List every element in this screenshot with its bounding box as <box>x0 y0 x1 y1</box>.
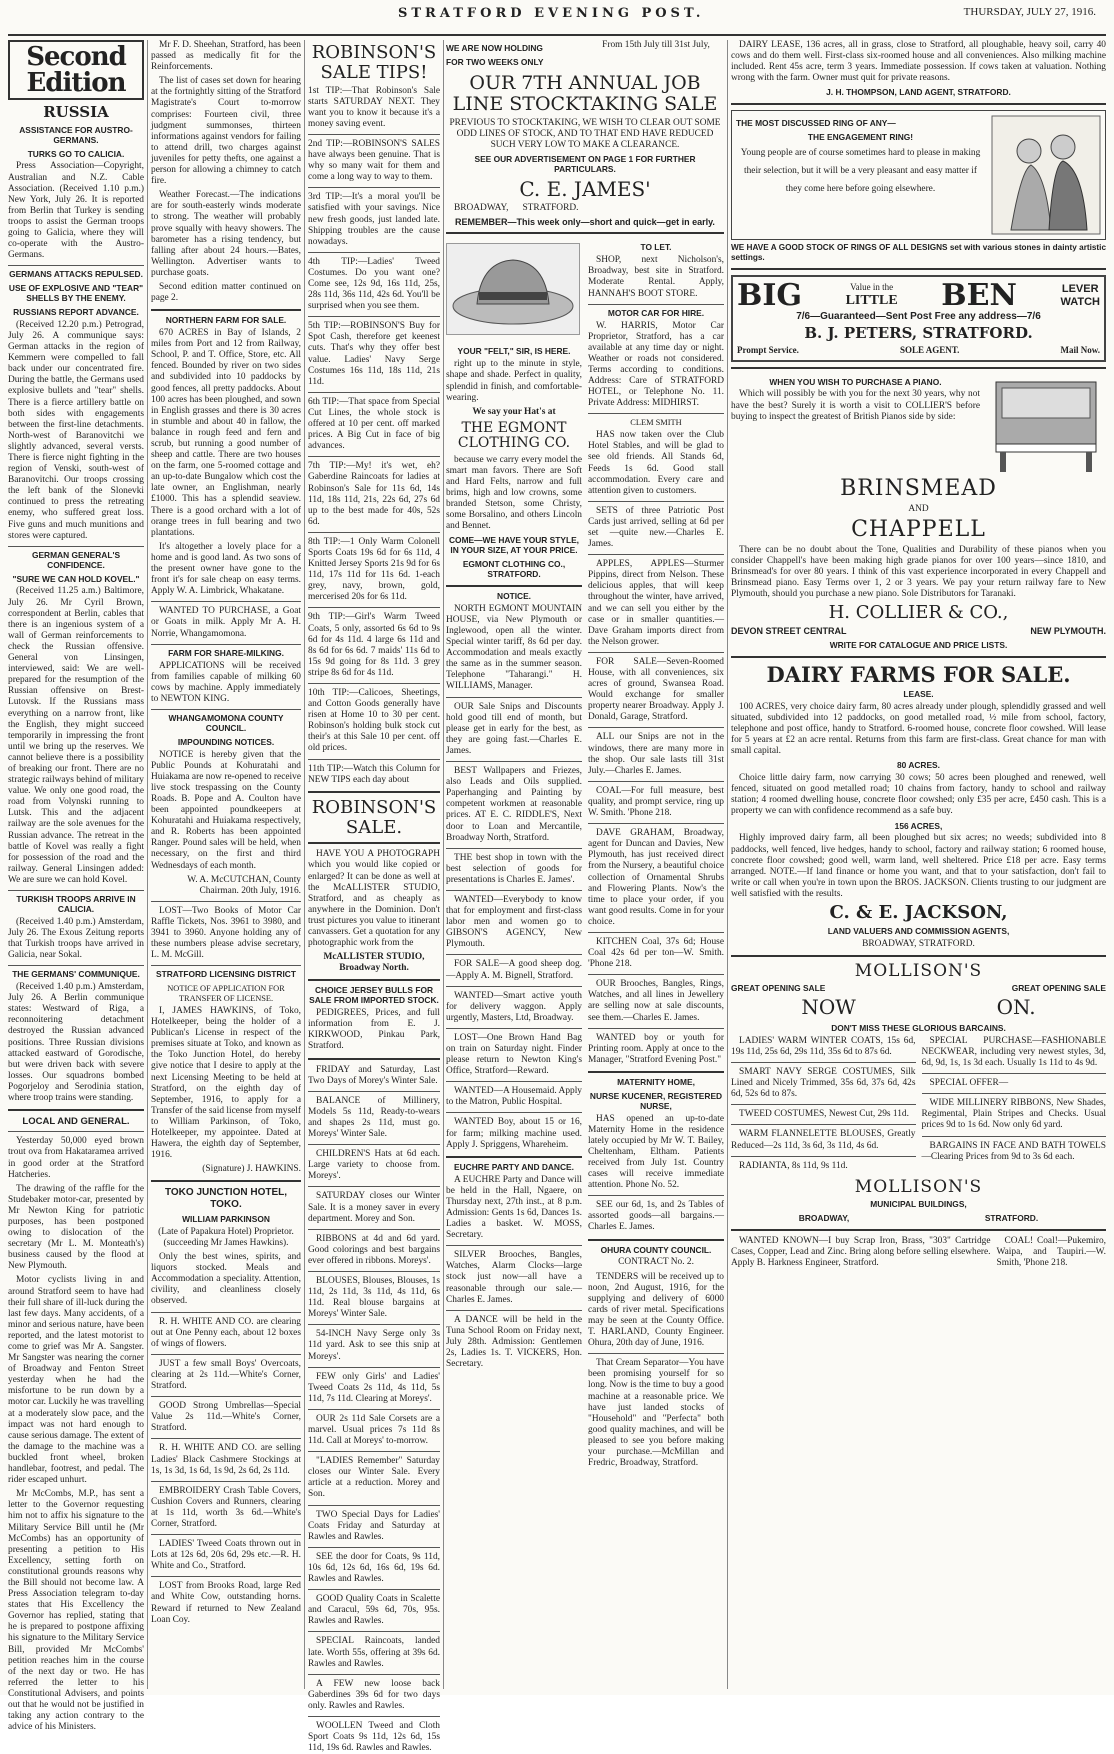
ad-text: R. H. WHITE AND CO. are clearing out at One Penny each, about 12 boxes of wings of flowers. <box>151 1316 301 1349</box>
ad-heading: GREAT OPENING SALE <box>1011 983 1106 994</box>
ad-text: (Late of Papakura Hotel) Proprietor. (succeeding Mr James Hawkins). <box>158 1226 294 1248</box>
classified-ad: SATURDAY closes our Winter Sale. It is a money saver in every department. Morey and Son. <box>308 1191 440 1224</box>
ad-text: NEW PLYMOUTH. <box>1030 626 1106 637</box>
ad-heading: WILLIAM PARKINSON <box>182 1214 270 1224</box>
ad-text: Prompt Service. <box>737 344 799 355</box>
article-text: The drawing of the raffle for the Studebaker motor-car, presented by Mr Newton King for patriotic purposes, has been postponed owing to dislocation of the secretary (Mr L. M. Monteath's) business caused by the flood at New Plymouth. <box>8 1183 144 1272</box>
ad-text: Mail Now. <box>1060 344 1100 355</box>
ad-heading: LAND VALUERS AND COMMISSION AGENTS, <box>827 925 1010 936</box>
sale-tip: 1st TIP:—That Robinson's Sale starts SATURDAY NEXT. They want you to know it because it's a money saving event. <box>308 85 440 129</box>
ad-text: SEE our 6d, 1s, and 2s Tables of assorted goods—all bargains.—Charles E. James. <box>588 1200 724 1233</box>
ad-text: W. HARRIS, Motor Car Proprietor, Stratford, has a car available at any time day or night. Weather or roads not considered. Terms according to conditions. Address: Care of STRATFORD HOTEL, or Telephone No. 11. Private Address: MIDHIRST. <box>588 320 724 409</box>
ad-heading: EGMONT CLOTHING CO., STRATFORD. <box>462 559 566 580</box>
ring-ad <box>731 110 1106 240</box>
ad-heading: MUNICIPAL BUILDINGS, <box>870 1199 967 1210</box>
classified-ad: LOST—One Brown Hand Bag on train on Saturday night. Finder please return to Newton King's Office, Stratford—Reward. <box>446 1032 582 1077</box>
ad-heading: WRITE FOR CATALOGUE AND PRICE LISTS. <box>829 639 1008 650</box>
ad-heading: OHURA COUNTY COUNCIL. <box>600 1244 712 1255</box>
headline: ASSISTANCE FOR AUSTRO-GERMANS. <box>19 124 133 145</box>
classified-ad: SETS of three Patriotic Post Cards just arrived, selling at 6d per set —quite new.—Charles E. James. <box>588 505 724 550</box>
classified-ad: BEST Wallpapers and Friezes, also Leads and Oils supplied. Paperhanging and Painting by competent workmen at reasonable prices. AT E. C. RIDDLE'S, Next door to Loan and Mercantile, Broadway North, Stratford. <box>446 766 582 843</box>
classified-ad: DAVE GRAHAM, Broadway, agent for Duncan and Davies, New Plymouth, has just received direct from the Nursery, a beautiful choice collection of Ornamental Shrubs and Flowering Plants. Now's the time to place your order, if you want good results. Come in for your choice. <box>588 828 724 927</box>
ad-heading: STRATFORD. <box>984 1213 1039 1224</box>
ad-text: PEDIGREES, Prices, and full information from E. J. KIRKWOOD, Pinkau Park, Stratford. <box>308 1008 440 1052</box>
article-text: (Received 12.20 p.m.) Petrograd, July 26. A communique says: German attacks in the region of Kemmern were compelled to fall back under our concentrated fire. During the battle, the Germans used explosive bullets and "tear" shells. There is a fierce artillery battle on both sides with engagements between the first-line detachments. North-west of Baranovitchi we slightly advanced, several versts. There is fierce night fighting in the region of Venski, south-west of Baranovitchi. Our troops crossing the left bank of the Slonevki continued to press the retreating enemy, who suffered great loss. Five guns and much munitions and stores were captured. <box>8 319 144 541</box>
ad-text: because we carry every model the smart man favors. There are Soft and Hard Felts, narrow and full brims, high and low crowns, some branded Stetson, some Christy, some Borsalino, and others Lincoln and Bennet. <box>446 454 582 532</box>
article-text: (Received 11.25 a.m.) Baltimore, July 26. Mr Cyril Brown, correspondent at Berlin, cables that there is an ingenious system of a wall of German reinforcements to check the Russian offensive. General von Linsingen, interviewed, said: We are well-prepared for the resumption of the Russian offensive on Brest-Lutovsk. If the Russians mass everything on a narrow front, like the English, they might succeed temporarily in impressing the front until we bring up the reserves. We cannot believe there is a possibility of breaking our front. There are no strategic railways behind of military value. We only one good road, the road from Volynski running to Lutsk. This and the adjacent railway are the sole avenues for the Russian advance. The retreat in the battle of Kovel was really a fight for possession of the road and the railway. General Linsingen added: We are sure we can hold Kovel. <box>8 586 144 885</box>
classified-ad: OUR Brooches, Bangles, Rings, Watches, and all lines in Jewellery are selling now at sale discounts, see them.—Charles E. James. <box>588 979 724 1023</box>
ad-heading: YOUR "FELT," SIR, IS HERE. <box>457 346 571 357</box>
ad-text: LOST—Two Books of Motor Car Raffle Tickets, Nos. 3961 to 3980, and 3941 to 3960. Anyone holding any of these numbers please advise secretary, L. M. McGill. <box>151 905 301 961</box>
ad-heading: J. H. THOMPSON, LAND AGENT, STRATFORD. <box>826 87 1011 98</box>
classified-ad: GOOD Quality Coats in Scalette and Caracul, 59s 6d, 70s, 95s. Rawles and Rawles. <box>308 1594 440 1627</box>
classified-ad: CHILDREN'S Hats at 6d each. Large variety to choose from. Moreys'. <box>308 1149 440 1182</box>
classified-ad: WANTED Boy, about 15 or 16, for farm; milking machine used. Apply J. Spriggens, Whareheim. <box>446 1117 582 1150</box>
ad-heading: NOTICE. <box>497 590 531 601</box>
ad-text: BROADWAY, STRATFORD. <box>862 938 975 949</box>
sale-tip: 10th TIP:—Calicoes, Sheetings, and Cotton Goods generally have risen at Home 10 to 30 per cent. Robinson's holding bulk stock cut their's at this Sale 10 per cent. off old prices. <box>308 688 440 754</box>
ad-text: Choice little dairy farm, now carrying 30 cows; 50 acres been ploughed and renewed, well fenced, situated on good metalled road; 10 chains from factory, handy to school and railway station; 4 roomed dwelling house, concrete floor cowshed; only £35 per acre, £450 cash. This is a property we can with confidence recommend as a safe buy. <box>731 773 1106 817</box>
article-text: Press Association—Copyright, Australian and N.Z. Cable Association. (Received 1.10 p.m.) New York, July 26. It is reported from Berlin that Turkey is sending troops to assist the German troops going to Galicia, where they will co-operate with the Austro-Germans. <box>8 161 144 261</box>
mollison-list-right <box>922 1036 1107 1175</box>
sale-tip: 6th TIP:—That space from Special Cut Lines, the whole stock is offered at 10 per cent. off marked prices. A Big Cut in face of big advances. <box>308 396 440 452</box>
ad-text: SHOP, next Nicholson's, Broadway, best site in Stratford. Moderate Rental. Apply, HANNAH'S BOOT STORE. <box>588 255 724 299</box>
ad-title: ROBINSON'S SALE. <box>311 796 437 838</box>
sale-item: RADIANTA, 8s 11d, 9s 11d. <box>739 1160 848 1171</box>
ad-heading: THE ENGAGEMENT RING! <box>807 132 914 143</box>
ad-text: HAS now taken over the Club Hotel Stables, and will be glad to see old friends. All Stands 6d, Feeds 1s 6d. Good stall accommodation. Every care and attention given to customers. <box>588 430 724 496</box>
ad-heading: CHOICE JERSEY BULLS FOR SALE FROM IMPORTED STOCK. <box>309 985 439 1006</box>
classified-ad: A FEW new loose back Gaberdines 39s 6d for two days only. Rawles and Rawles. <box>308 1678 440 1711</box>
article-text: Mr F. D. Sheehan, Stratford, has been passed as medically fit for the Reinforcements. <box>151 40 301 73</box>
ad-title: BEN <box>941 277 1017 313</box>
sale-tip: 2nd TIP:—ROBINSON'S SALES have always been genuine. That is why so many wait for them and come a long way to way to them. <box>308 138 440 183</box>
ad-text: There can be no doubt about the Tone, Qualities and Durability of these pianos when you consider Chappell's have been making high grade pianos for over 100 years—since 1810, and Brinsmead's for over 80 years. I think of this vast experience incorporated in every Chappell and Brinsmead piano. Easy Terms over 1, 2 or 3 years. We pay your return railway fare to New Plymouth, should you purchase a new piano. Sole Distributors for Taranaki. <box>731 545 1106 600</box>
ad-text: WANTED TO PURCHASE, a Goat or Goats in milk. Apply Mr A. H. Norrie, Whangamomona. <box>151 606 301 639</box>
ad-text: JUST a few small Boys' Overcoats, clearing at 2s 11d.—White's Corner, Stratford. <box>151 1358 301 1392</box>
ad-title: H. COLLIER & CO., <box>828 602 1009 624</box>
headline: "SURE WE CAN HOLD KOVEL." <box>12 573 140 584</box>
ad-heading: WE ARE NOW HOLDING <box>446 43 543 53</box>
classified-ad: THE best shop in town with the best selection of goods for presentations is Charles E. James'. <box>446 852 582 885</box>
article-text: Mr McCombs, M.P., has sent a letter to the Governor requesting him not to affix his signature to the Military Service Bill until he (Mr McCombs) has an opportunity of presenting a petition to His Excellency, setting forth on constitutional grounds reasons why the Bill should not become law. A Press Association telegram to-day states that His Excellency the Governor has replied, stating that he is prepared to postpone affixing his signature to the Military Service Bill, provided Mr McCombs' petition reaches him in the course of the next day or two. He has referred the letter to his Constitutional Advisers, and points out that he would not be justified in taking any action contrary to the advice of his Ministers. <box>8 1489 144 1733</box>
column-ads-right <box>731 40 1106 1689</box>
classified-ad: SEE the door for Coats, 9s 11d, 10s 6d, 12s 6d, 16s 6d, 19s 6d. Rawles and Rawles. <box>308 1551 440 1585</box>
sale-tip: 5th TIP:—ROBINSON'S Buy for Spot Cash, therefore get keenest cuts. That's why they offer best value. Ladies' Navy Serge Costumes 16s 11d, 18s 11d, 21s 11d. <box>308 321 440 387</box>
sale-item: SPECIAL PURCHASE—FASHIONABLE NECKWEAR, including very newest styles, 3d, 6d, 9d, 1s, 1s 3d each. Usually 1s 11d to 4s 9d. <box>921 1035 1106 1069</box>
column-divider <box>727 40 728 1689</box>
sale-item: BARGAINS IN FACE AND BATH TOWELS—Clearing Prices from 9d to 3s 6d each. <box>921 1140 1106 1162</box>
sale-item: TWEED COSTUMES, Newest Cut, 29s 11d. <box>739 1109 909 1120</box>
ad-text: A DANCE will be held in the Tuna School Room on Friday next, July 28th. Admission: Gentlemen 2s, Ladies 1s. T. VICKERS, Hon. Secretary. <box>446 1314 582 1370</box>
sale-item: SPECIAL OFFER— <box>929 1078 1009 1089</box>
sale-item: SMART NAVY SERGE COSTUMES, Silk Lined and Nicely Trimmed, 35s 6d, 37s 6d, 42s 6d, 52s 6d to 87s. <box>731 1067 916 1100</box>
ad-text: right up to the minute in style, shape and shade. Perfect in quality, splendid in finish, and comfortable-wearing. <box>446 359 582 403</box>
column-divider <box>443 40 444 1689</box>
sale-item: WIDE MILLINERY RIBBONS, New Shades, Regimental, Plain Stripes and Checks. Usual prices 9d to 1s 6d. Now only 6d yard. <box>921 1098 1106 1131</box>
couple-illustration-icon <box>991 115 1101 235</box>
classified-list <box>308 1065 440 1754</box>
ad-title: C. E. JAMES' <box>519 176 651 201</box>
ad-title: BIG <box>737 277 803 313</box>
classified-ad: KITCHEN Coal, 37s 6d; House Coal 42s 6d per ton—W. Smith. 'Phone 218. <box>588 936 724 970</box>
sale-tip: 3rd TIP:—It's a moral you'll be satisfied with your savings. Nice new fresh goods, just landed late. Shipping troubles are the cause nowadays. <box>308 192 440 247</box>
ad-text: 670 ACRES in Bay of Islands, 2 miles from Port and 12 from Railway, School, P. and T. Office, Store, etc. All fenced. Bounded by river on two sides and subdivided into 10 paddocks by good fences, all pretty paddocks. About 100 acres has been ploughed, and sown in English grasses and there is 30 acres in stumble and about 40 in fallow, the balance in rough feed and fern and scrub, but running a good number of sheep and cattle. There are two houses on the farm, one 5-roomed cottage and an up-to-date Bungalow which cost the late owner, an Englishman, nearly £1000. This has a splendid seaview. There is a good orchard with a lot of orange trees in full bearing and two plantations. <box>151 328 301 538</box>
ad-text: LEVER <box>1061 282 1099 295</box>
ad-title-dairy-farms: DAIRY FARMS FOR SALE. <box>766 661 1071 687</box>
mollison-list-left <box>731 1036 916 1175</box>
ad-text: EMBROIDERY Crash Table Covers, Cushion Covers and Runners, clearing at 1s 11d, worth 3s 6d.—White's Corner, Stratford. <box>151 1485 301 1529</box>
ad-text: COAL! Coal!—Pukemiro, Waipa, and Taupiri.—W. Smith, 'Phone 218. <box>996 1236 1106 1269</box>
classified-ad: OUR Sale Snips and Discounts hold good till end of month, but please get in early for the best, as they are going fast.—Charles E. James. <box>446 701 582 756</box>
sale-item: LADIES' WARM WINTER COATS, 15s 6d, 19s 11d, 25s 6d, 29s 11d, 35s 6d to 87s 6d. <box>731 1035 916 1057</box>
ad-text: NOTICE is hereby given that the Public Pounds at Kohuratahi and Huiakama are now re-opened to receive live stock trespassing on the County Roads. B. Pope and A. Coulton have been appointed poundkeepers at Kohuratahi and Huiakama respectively, and R. Roberts has been appointed Ranger. Pound sales will be held, when necessary, on the first and third Wednesdays of each month. <box>151 749 301 871</box>
ad-text: PREVIOUS TO STOCKTAKING, WE WISH TO CLEAR OUT SOME ODD LINES OF STOCK, AND TO THAT END HAVE REDUCED SUCH VERY LOW TO MAKE A CLEARANCE. <box>449 117 721 150</box>
masthead-rule <box>8 34 1106 36</box>
masthead <box>130 6 1100 32</box>
sale-tip: 7th TIP:—My! it's wet, eh? Gaberdine Raincoats for ladies at Robinson's Sale for 11s 6d, 14s 11d, 18s 11d, 21s, 22s 6d, 27s 6d up to the best made for 40s, 52s 6d. <box>308 461 440 527</box>
ad-text: I, JAMES HAWKINS, of Toko, Hotelkeeper, being the holder of a Publican's License in respect of the premises situate at Toko, and known as the Toko Junction Hotel, do hereby give notice that I desire to apply at the next Licensing Meeting to be held at Stratford, on the eighth day of September, 1916, to apply for a Transfer of the said license from myself to William Parkinson, of Toko, Hotelkeeper, my appointee. Dated at Hawera, the eighth day of September, 1916. <box>151 1006 301 1161</box>
ad-title: MOLLISON'S <box>854 1176 983 1197</box>
headline: GERMAN GENERAL'S CONFIDENCE. <box>31 549 121 570</box>
ad-text: STRATFORD. <box>522 202 579 213</box>
ad-heading: THE MOST DISCUSSED RING OF ANY— <box>736 118 896 129</box>
ad-text: DEVON STREET CENTRAL <box>731 626 847 637</box>
classified-ad: FRIDAY and Saturday, Last Two Days of Morey's Winter Sale. <box>308 1064 440 1086</box>
ad-text: A EUCHRE Party and Dance will be held in the Hall, Ngaere, on Thursday next, 27th inst., at 8 p.m. Admission: Gents 1s 6d, Dances 1s. Ladies a basket. W. MOSS, Secretary. <box>446 1174 582 1241</box>
ad-text: Value in the <box>850 282 894 293</box>
classified-ad: RIBBONS at 4d and 6d yard. Good colorings and best bargains ever offered in ribbons. Moreys'. <box>308 1233 440 1266</box>
ad-text: McALLISTER STUDIO, Broadway North. <box>323 952 425 974</box>
classified-list <box>588 506 724 1066</box>
ad-title: ON. <box>996 995 1036 1020</box>
ad-text: WATCH <box>1060 295 1100 308</box>
article-text: Second edition matter continued on page 2. <box>151 281 301 304</box>
classified-ad: WANTED—Smart active youth for delivery waggon. Apply urgently, Masters, Ltd, Broadway. <box>446 990 582 1023</box>
felt-hat-icon <box>446 243 580 335</box>
ad-text: That Cream Separator—You have been promising yourself for so long. Now is the time to buy a good machine at a reasonable price. We have just landed stocks of "Household" and "Perfecta" both good quality machines, and will be pleased to see you before making your purchase.—McMillan and Fredric, Broadway, Stratford. <box>588 1358 724 1469</box>
ad-heading: MOTOR CAR FOR HIRE. <box>607 307 705 318</box>
ad-heading: FOR TWO WEEKS ONLY <box>446 56 544 67</box>
classified-ad: WANTED—Everybody to know that for employment and first-class labor men and women go to GIBSON'S AGENCY, New Plymouth. <box>446 894 582 950</box>
headline: RUSSIANS REPORT ADVANCE. <box>13 306 139 317</box>
ad-text: GOOD Strong Umbrellas—Special Value 2s 11d.—White's Corner, Stratford. <box>151 1401 301 1434</box>
sale-tip: 4th TIP:—Ladies' Tweed Costumes. Do you want one? Come see, 12s 9d, 16s 11d, 25s, 28s 11d, 36s 11d, 42s 6d. You'll be surprised when you see them. <box>308 256 440 312</box>
classified-ad: FOR SALE—Seven-Roomed House, with all conveniences, six acres of ground, Swansea Road. Would exchange for smaller property nearer Broadway. Apply J. Donald, Garage, Stratford. <box>588 656 724 723</box>
classified-ad: 54-INCH Navy Serge only 3s 11d yard. Ask to see this snip at Moreys'. <box>308 1329 440 1362</box>
ad-text: From 15th July till 31st July, <box>602 40 710 50</box>
ad-title: BRINSMEAD <box>840 475 997 501</box>
column-news <box>8 40 144 1733</box>
classified-ad: FOR SALE—A good sheep dog.—Apply A. M. Bignell, Stratford. <box>446 959 582 981</box>
ad-text: Highly improved dairy farm, all been ploughed but six acres; no weeds; subdivided into 8 paddocks, well fenced, live hedges, handy to school, factory and railway station; 6 roomed house, concrete floor cowshed; good well, warm land, well sheltered. Price £18 per acre. Easy terms arranged. NOTE.—If land finance or home you want, and that to your satisfaction, don't fail to write or call when you're in town upon the BROS. JACKSON. Clients trusting to our judgment are well satisfied with the results. <box>731 833 1106 899</box>
ad-title: CHAPPELL <box>851 516 986 542</box>
column-local <box>151 40 301 1689</box>
ad-heading: STRATFORD LICENSING DISTRICT <box>156 969 296 980</box>
column-ads-middle <box>446 40 724 1689</box>
article-text: Yesterday 50,000 eyed brown trout ova from Hakataramea arrived in good order at the Stratford Hatcheries. <box>8 1136 144 1180</box>
ad-heading: 156 ACRES, <box>894 820 943 831</box>
ad-heading: GREAT OPENING SALE <box>731 983 826 994</box>
column-divider <box>147 40 148 1689</box>
ad-heading: EUCHRE PARTY AND DANCE. <box>454 1161 574 1172</box>
headline: GERMANS ATTACKS REPULSED. <box>9 269 143 280</box>
ad-text: LOST from Brooks Road, large Red and White Cow, outstanding horns. Reward if returned to New Zealand Loan Coy. <box>151 1581 301 1625</box>
classified-ad: OUR 2s 11d Sale Corsets are a marvel. Usual prices 7s 11d 8s 11d. Call at Moreys' to-morrow. <box>308 1413 440 1447</box>
sale-tip: 11th TIP:—Watch this Column for NEW TIPS each day about <box>308 763 440 785</box>
ad-title: B. J. PETERS, STRATFORD. <box>804 324 1033 343</box>
ad-text: HAS opened an up-to-date Maternity Home in the residence lately occupied by Mr W. T. Bailey, Cheltenham, Eltham. Patients received from July 1st. Country cases will receive immediate attention. Phone No. 52. <box>588 1113 724 1191</box>
ad-heading: WHANGAMOMONA COUNTY COUNCIL. <box>168 712 284 733</box>
edition-banner: Second Edition <box>8 40 144 100</box>
ad-text: Only the best wines, spirits, and liquors stocked. Meals and Accommodation a speciality. Attention, civility, and cleanliness closely observed. <box>151 1252 301 1307</box>
ad-signature: W. A. McCUTCHAN, County Chairman. 20th July, 1916. <box>187 874 301 896</box>
big-ben-ad <box>731 275 1106 362</box>
ad-heading: TOKO JUNCTION HOTEL, TOKO. <box>164 1187 288 1211</box>
classified-ad: BLOUSES, Blouses, Blouses, 1s 11d, 2s 11d, 3s 11d, 4s 11d, 6s 11d. Real blouse bargains at Moreys' Winter Sale. <box>308 1275 440 1320</box>
classified-ad: WANTED boy or youth for Printing room. Apply at once to the Manager, "Stratford Evening Post." <box>588 1032 724 1065</box>
robinsons-tips-list <box>308 86 440 786</box>
ad-heading: WHEN YOU WISH TO PURCHASE A PIANO. <box>769 376 942 387</box>
classified-ad: TWO Special Days for Ladies' Coats Friday and Saturday at Rawles and Rawles. <box>308 1509 440 1542</box>
ad-text: BROADWAY, <box>454 202 509 213</box>
ad-title: THE EGMONT CLOTHING CO. <box>457 419 571 452</box>
ad-heading: MATERNITY HOME, <box>617 1076 695 1087</box>
ad-text: AND <box>908 503 929 514</box>
ad-heading: NORTHERN FARM FOR SALE. <box>165 315 287 326</box>
ad-heading: 80 ACRES. <box>897 760 940 771</box>
ad-signature: (Signature) J. HAWKINS. <box>202 1164 301 1175</box>
section-heading-local: LOCAL AND GENERAL. <box>22 1116 130 1128</box>
classified-list <box>446 702 582 1151</box>
classified-ad: APPLES, APPLES—Sturmer Pippins, direct from Nelson. These delicious apples, that will keep throughout the winter, have arrived, and we can sell you either by the case or in smaller quantities.—Dave Graham imports direct from the Nelson grower. <box>588 559 724 647</box>
classified-ad: COAL—For full measure, best quality, and prompt service, ring up W. Smith. 'Phone 218. <box>588 785 724 819</box>
ad-text: NORTH EGMONT MOUNTAIN HOUSE, via New Plymouth or Inglewood, open all the winter. Special winter tariff, 8s 6d per day. Accommodation and meals exactly the same as in the summer season. Telephone "Taharangi." H. WILLIAMS, Manager. <box>446 603 582 692</box>
ad-text: 100 ACRES, very choice dairy farm, 80 acres already under plough, splendidly grassed and well situated, subdivided into 12 paddocks, on good metalled road, ½ mile from school, factory, telephone and post office, handy to Stratford. 6-roomed house, concrete floor cowshed. Will lease for 5 years at £2 an acre rental. Returns from this farm are first-class. Great chance for man with small capital. <box>731 701 1106 757</box>
sale-tip: 9th TIP:—Girl's Warm Tweed Coats, 5 only, assorted 6s 6d to 9s 6d for 4s 11d. 4 large 6s 11d and 8s 6d for 6s 6d. 7 maids' 11s 6d to 15s 9d going for 8s 11d. 3 grey stripe 8s 6d for 4s 11d. <box>308 612 440 678</box>
article-text: (Received 1.40 p.m.) Amsterdam, July 26. The Exous Zeitung reports that Turkish troops have arrived in Galicia, near Sokal. <box>8 916 144 961</box>
ad-heading: SEE OUR ADVERTISEMENT ON PAGE 1 FOR FURTHER PARTICULARS. <box>474 153 696 174</box>
classified-ad: WANTED—A Housemaid. Apply to the Matron, Public Hospital. <box>446 1086 582 1108</box>
ad-text: HAVE YOU A PHOTOGRAPH which you would like copied or enlarged? It can be done as well at the McALLISTER STUDIO, Stratford, and as cheaply as anywhere in the Dominion. Don't trust pictures you value to itinerant canvassers. Get a quotation for any photographic work from the <box>308 849 440 949</box>
ad-text: DAIRY LEASE, 136 acres, all in grass, close to Stratford, all ploughable, heavy soil, carry 40 cows and do them well. First-class six-roomed house and all conveniences. Also milking machine included. Rent 45s acre, term 3 years. Immediate possession. If cows taken at valuation. Nothing wrong with the farm. Owner must quit for private reasons. <box>731 40 1106 84</box>
article-text: The list of cases set down for hearing at the fortnightly sitting of the Stratford Magistrate's Court to-morrow comprises: Fourteen civil, three judgment summonses, thirteen informations against vendors for failing to attend drill, two charges against juveniles for petty thefts, one against a person for allowing a chimney to catch fire. <box>151 76 301 187</box>
ad-text: WANTED KNOWN—I buy Scrap Iron, Brass, "303" Cartridge Cases, Copper, Lead and Zinc. Bring along before selling elsewhere. Apply B. Harkness Engineer, Stratford. <box>731 1236 991 1269</box>
column-robinsons <box>308 40 440 1754</box>
ad-heading: TO LET. <box>640 242 672 253</box>
article-text: (Received 1.40 p.m.) Amsterdam, July 26. A Berlin communique states: Westward of Riga, a reconnoitering detachment destroyed the Russian advanced positions. Three Russian divisions attacked eastward of Gorodische, but were driven back with severe losses. Our squadrons bombed Pogorjeloy and Serodinia station, where troop trains were standing. <box>8 982 144 1104</box>
classified-ad: SPECIAL Raincoats, landed late. Worth 55s, offering at 39s 6d. Rawles and Rawles. <box>308 1636 440 1669</box>
ad-title-stocktaking: OUR 7TH ANNUAL JOB LINE STOCKTAKING SALE <box>452 71 718 115</box>
newspaper-title: STRATFORD EVENING POST. <box>398 6 705 21</box>
headline-russia: RUSSIA <box>43 103 109 121</box>
ad-heading: COME—WE HAVE YOUR STYLE, IN YOUR SIZE, AT YOUR PRICE. <box>449 535 579 556</box>
column-divider <box>304 40 305 1689</box>
classified-ad: WOOLLEN Tweed and Cloth Sport Coats 9s 11d, 12s 6d, 15s 11d, 19s 6d. Rawles and Rawles. <box>308 1720 440 1754</box>
ad-text: TENDERS will be received up to noon, 2nd August, 1916, for the supplying and delivery of 6000 cards of river metal. Specifications may be seen at the County Office. T. HARLAND, County Engineer. Ohura, 20th day of June, 1916. <box>588 1271 724 1349</box>
classified-ad: ALL our Snips are not in the windows, there are many more in the shop. Our sale lasts till 31st July.—Charles E. James. <box>588 732 724 776</box>
ad-text: Which will possibly be with you for the next 30 years, why not have the best? Surely it is worth a visit to COLLIER'S before buying to inspect the greatest of British Pianos side by side: <box>731 389 980 422</box>
ad-heading: NOTICE OF APPLICATION FOR TRANSFER OF LICENSE. <box>167 984 285 1004</box>
headline: TURKISH TROOPS ARRIVE IN CALICIA. <box>16 894 136 914</box>
ad-heading: NURSE KUCENER, REGISTERED NURSE, <box>589 1090 723 1111</box>
ad-title: NOW <box>801 995 856 1020</box>
article-text: Motor cyclists living in and around Stratford seem to have had their full share of ill-luck during the last few days. Many accidents, of a minor and serious nature, have been reported, and the latest motorist to come to grief was Mr A. Sangster. Mr Sangster was nearing the corner of Broadway and Fenton Street yesterday when he had the misfortune to be run down by a motor car. Luckily he was travelling at a moderately slow pace, and the impact was not hard enough to cause serious damage. The extent of the damage to the machine was a buckled front wheel, broken handlebar, footrest, and pedal. The rider escaped unhurt. <box>8 1275 144 1486</box>
ad-heading: FARM FOR SHARE-MILKING. <box>168 647 284 658</box>
ad-text: LITTLE <box>845 292 898 308</box>
issue-date: THURSDAY, JULY 27, 1916. <box>963 6 1096 18</box>
headline: TURKS GO TO CALICIA. <box>27 148 125 159</box>
ad-text: REMEMBER—This week only—short and quick—get in early. <box>455 216 715 227</box>
ad-title: C. & E. JACKSON, <box>829 902 1008 923</box>
ad-text: WE HAVE A GOOD STOCK OF RINGS OF ALL DESIGNS set with various stones in dainty artistic settings. <box>731 243 1106 262</box>
sale-tip: 8th TIP:—1 Only Warm Colonell Sports Coats 19s 6d for 6s 11d, 4 Knitted Jersey Sports 21s 9d for 6s 11d, 17s 11d for 11s 6d. 1-each grey, navy, brown, gold, mercerised 20s for 6s 11d. <box>308 536 440 603</box>
ad-heading: LEASE. <box>903 688 934 699</box>
ad-title-robinsons: ROBINSON'S SALE TIPS! <box>311 42 437 83</box>
sale-item: WARM FLANNELETTE BLOUSES, Greatly Reduced—2s 11d, 3s 6d, 3s 11d, 4s 6d. <box>731 1129 916 1151</box>
ad-title: MOLLISON'S <box>854 960 983 981</box>
classified-ad: BALANCE of Millinery, Models 5s 11d, Ready-to-wears and shapes 2s 11d, must go. Moreys' Winter Sale. <box>308 1095 440 1140</box>
article-text: Weather Forecast.—The indications are for south-easterly winds moderate to strong. The weather will probably prove squally with heavy showers. The barometer has a rising tendency, but falling after about 24 hours.—Bates, Wellington. Advertiser wants to purchase goats. <box>151 190 301 278</box>
ad-heading: IMPOUNDING NOTICES. <box>177 736 275 747</box>
ad-text: R. H. WHITE AND CO. are selling Ladies' Black Cashmere Stockings at 1s, 1s 3d, 1s 6d, 1s 9d, 2s 6d, 2s 11d. <box>151 1443 301 1476</box>
ad-heading: BROADWAY, <box>798 1213 850 1224</box>
ad-heading: CLEM SMITH <box>630 418 682 428</box>
ad-text: Young people are of course sometimes hard to please in making their selection, but it will be a very pleasant and easy matter if they come here before going elsewhere. <box>740 148 981 194</box>
piano-icon <box>986 374 1106 474</box>
ad-text: SILVER Brooches, Bangles, Watches, Alarm Clocks—large stock just now—all have a reasonable through our sale.—Charles E. James. <box>446 1250 582 1305</box>
ad-text: SOLE AGENT. <box>899 344 960 355</box>
ad-text: CONTRACT No. 2. <box>618 1257 694 1268</box>
ad-heading: DON'T MISS THESE GLORIOUS BARCAINS. <box>831 1022 1006 1033</box>
ad-text: APPLICATIONS will be received from families capable of milking 60 cows by machine. Apply immediately to NEWTON KING. <box>151 660 301 704</box>
headline: USE OF EXPLOSIVE AND "TEAR" SHELLS BY THE ENEMY. <box>8 283 144 304</box>
classified-ad: FEW only Girls' and Ladies' Tweed Coats 2s 11d, 4s 11d, 5s 11d, 7s 11d. Clearing at Moreys'. <box>308 1371 440 1404</box>
ad-text: We say your Hat's at <box>472 406 556 417</box>
ad-text: 7/6—Guaranteed—Sent Post Free any address—7/6 <box>796 310 1041 322</box>
classified-ad: "LADIES Remember" Saturday closes our Winter Sale. Every article at a reduction. Morey and Son. <box>308 1456 440 1500</box>
ad-text: LADIES' Tweed Coats thrown out in Lots at 12s 6d, 20s 6d, 29s etc.—R. H. White and Co., Stratford. <box>151 1539 301 1572</box>
ad-text: It's altogether a lovely place for a home and is good land. As two sons of the present owner have gone to the front it's for sale cheap on easy terms. Apply W. A. Limbrick, Whakatane. <box>151 541 301 597</box>
headline: THE GERMANS' COMMUNIQUE. <box>12 969 140 980</box>
